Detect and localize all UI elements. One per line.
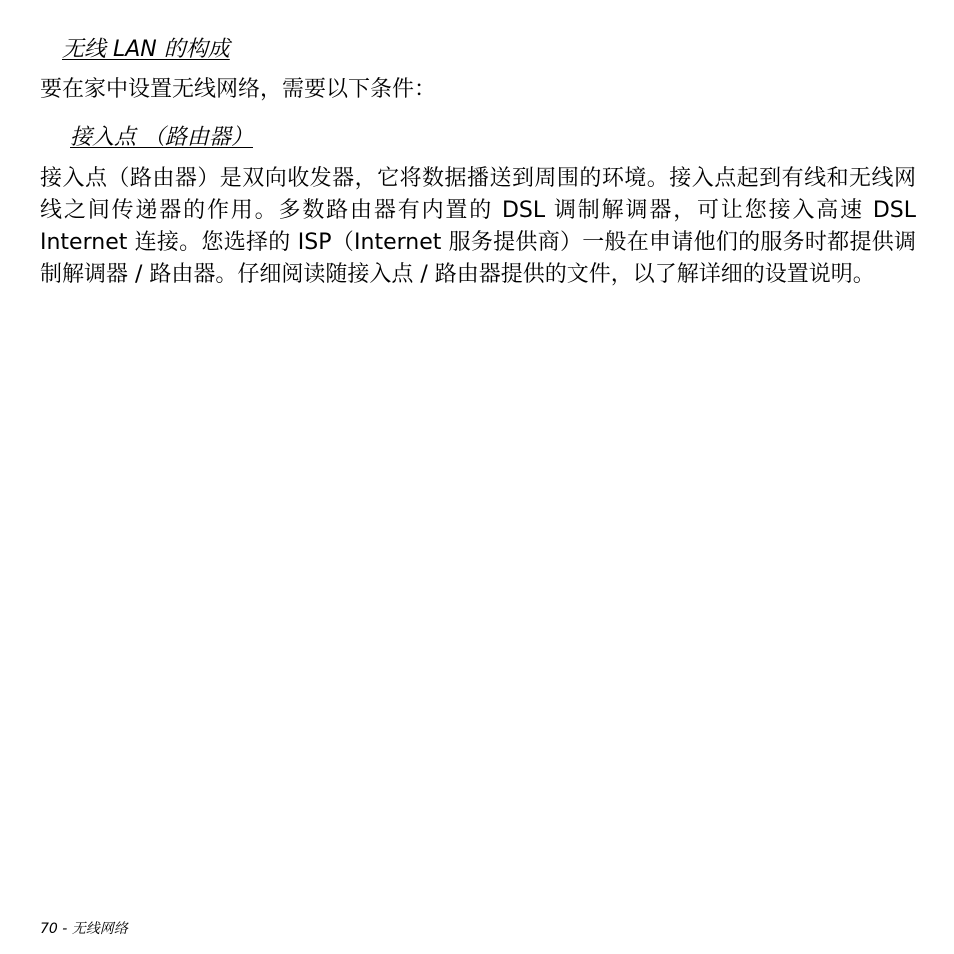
intro-paragraph: 要在家中设置无线网络，需要以下条件： [40, 77, 437, 102]
section-heading: 无线 LAN 的构成 [62, 37, 230, 62]
page-footer: 70 - 无线网络 [40, 921, 128, 937]
body-paragraph: 接入点（路由器）是双向收发器，它将数据播送到周围的环境。接入点起到有线和无线网线之间传递器的作用。多数路由器有内置的 DSL 调制解调器，可让您接入高速 DSL Internet 连接。您选择的 ISP（Internet 服务提供商）一般在申请他们的服务时都提供调制解调器 / 路由器。仔细阅读随接入点 / 路由器提供的文件，以了解详细的设置说明。 [40, 166, 916, 287]
subsection-heading: 接入点 （路由器） [70, 125, 253, 150]
